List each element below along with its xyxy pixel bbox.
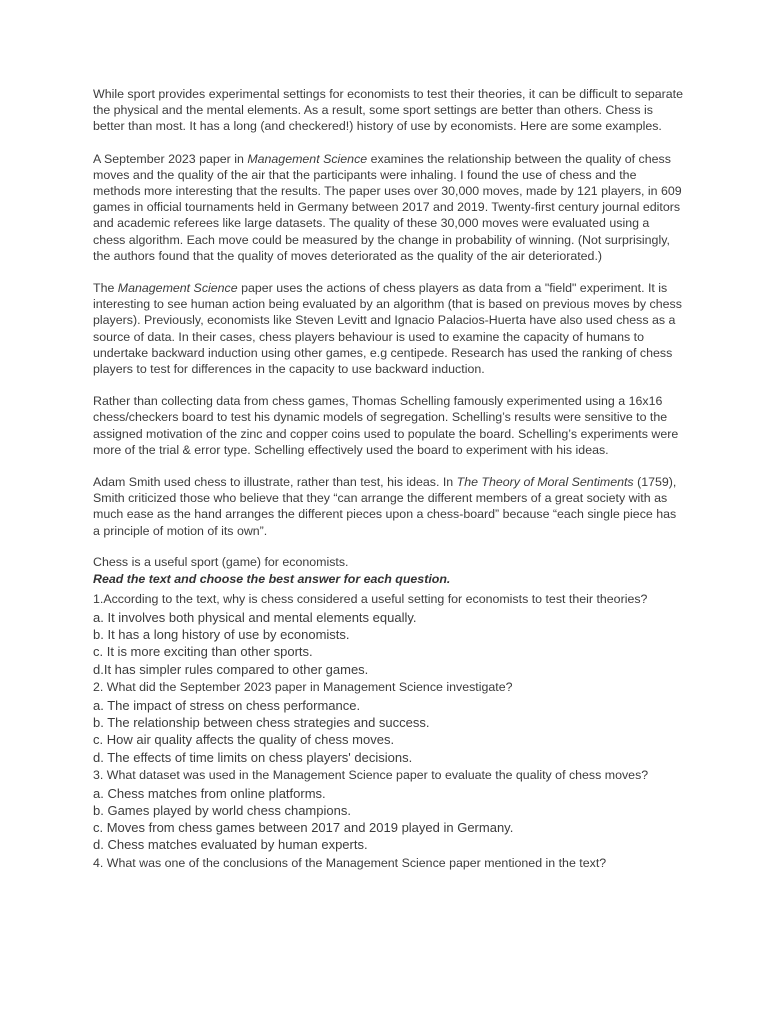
text-run: The xyxy=(93,281,118,296)
answer-option: d. The effects of time limits on chess players' decisions. xyxy=(93,749,413,765)
answer-option: c. How air quality affects the quality of chess moves. xyxy=(93,732,395,748)
text-run: A September 2023 paper in xyxy=(93,151,248,166)
italic-title: Management Science xyxy=(117,281,238,296)
article-text xyxy=(93,86,683,539)
question-text: 4. What was one of the conclusions of the Management Science paper mentioned in the text? xyxy=(93,855,607,870)
text-run: examines the relationship between the quality of chess moves and the quality of the air that the participants were inhaling. I found the use of chess and the methods more interesting that the results. The paper uses over 30,000 moves, made by 121 players, in 609 games in official tournaments held in Germany between 2017 and 2019. Twenty-first century journal editors and academic referees like large datasets. The quality of these 30,000 moves were evaluated using a chess algorithm. Each move could be measured by the change in probability of winning. (Not surprisingly, the authors found that the quality of moves deteriorated as the quality of the air deteriorated.) xyxy=(93,151,682,263)
article-paragraph xyxy=(93,474,683,539)
article-paragraph xyxy=(93,280,683,377)
question-text: 3. What dataset was used in the Management Science paper to evaluate the quality of chess moves? xyxy=(93,767,649,782)
text-run: (1759), Smith criticized those who believe that they “can arrange the different members of a great society with as much ease as the hand arranges the different pieces upon a chess-board” because “each single piece has a principle of motion of its own”. xyxy=(93,475,677,538)
question-text: 1.According to the text, why is chess considered a useful setting for economists to test their theories? xyxy=(93,592,648,607)
answer-option: d. Chess matches evaluated by human experts. xyxy=(93,837,368,853)
italic-title: Management Science xyxy=(247,151,368,166)
answer-option: a. Chess matches from online platforms. xyxy=(93,785,326,801)
answer-option: d.It has simpler rules compared to other games. xyxy=(93,661,369,677)
answer-option: b. The relationship between chess strategies and success. xyxy=(93,715,430,731)
text-run: While sport provides experimental settings for economists to test their theories, it can be difficult to separate the physical and the mental elements. As a result, some sport settings are better than others. Chess is better than most. It has a long (and checkered!) history of use by economists. Here are some examples. xyxy=(93,87,683,134)
text-run: Rather than collecting data from chess games, Thomas Schelling famously experimented using a 16x16 chess/checkers board to test his dynamic models of segregation. Schelling’s results were sensitive to the assigned motivation of the zinc and copper coins used to populate the board. Schelling’s experiments were more of the trial & error type. Schelling effectively used the board to experiment with his ideas. xyxy=(93,394,679,457)
question-text: 2. What did the September 2023 paper in Management Science investigate? xyxy=(93,679,513,694)
article-paragraph xyxy=(93,151,683,264)
summary-line: Chess is a useful sport (game) for economists. xyxy=(93,554,349,569)
text-run: Adam Smith used chess to illustrate, rather than test, his ideas. In xyxy=(93,475,457,490)
answer-option: c. Moves from chess games between 2017 and 2019 played in Germany. xyxy=(93,820,514,836)
question-list xyxy=(93,590,683,872)
answer-option: b. It has a long history of use by economists. xyxy=(93,627,350,643)
answer-option: c. It is more exciting than other sports. xyxy=(93,644,313,660)
article-paragraph xyxy=(93,86,683,135)
instruction-line: Read the text and choose the best answer for each question. xyxy=(93,572,451,587)
italic-title: The Theory of Moral Sentiments xyxy=(456,475,634,490)
answer-option: a. The impact of stress on chess performance. xyxy=(93,697,361,713)
document-body xyxy=(93,86,683,873)
article-paragraph xyxy=(93,393,683,458)
text-run: paper uses the actions of chess players as data from a "field" experiment. It is interesting to see human action being evaluated by an algorithm (that is based on previous moves by chess players). Previously, economists like Steven Levitt and Ignacio Palacios-Huerta have also used chess as a source of data. In their cases, chess players behaviour is used to examine the capacity of humans to undertake backward induction using other games, e.g centipede. Research has used the ranking of chess players to test for differences in the capacity to use backward induction. xyxy=(93,281,682,377)
answer-option: a. It involves both physical and mental elements equally. xyxy=(93,610,417,626)
answer-option: b. Games played by world chess champions. xyxy=(93,802,351,818)
